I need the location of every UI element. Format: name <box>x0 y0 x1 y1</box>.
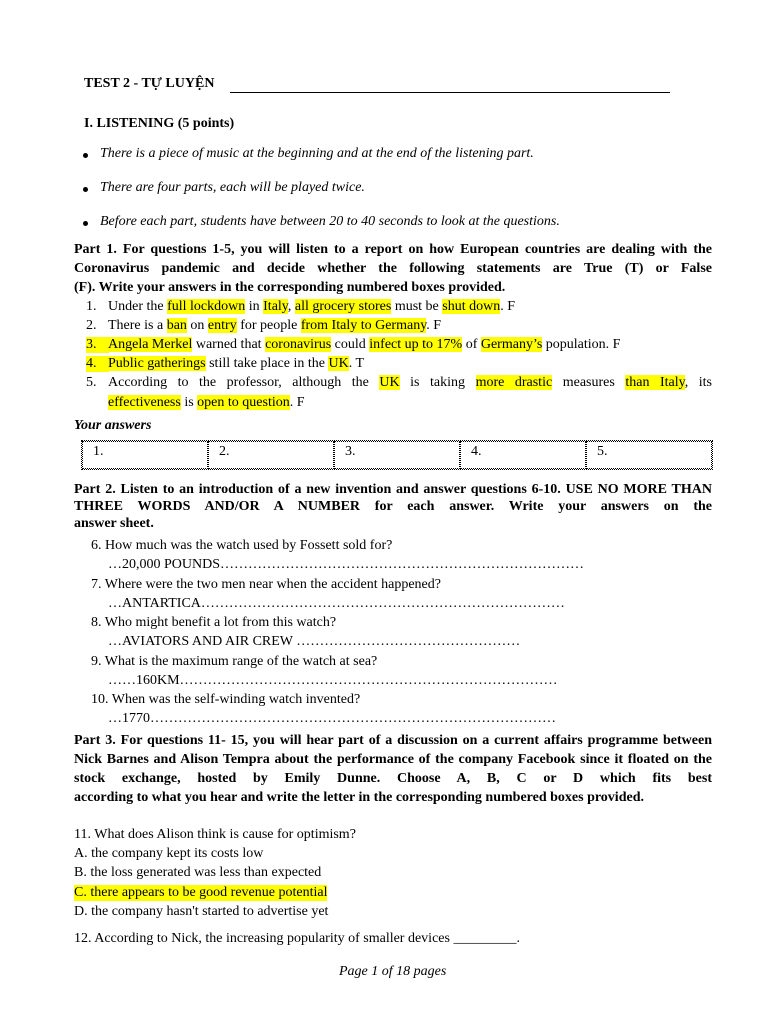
page-title: TEST 2 - TỰ LUYỆN <box>84 76 215 91</box>
q11-option-d: D. the company hasn't started to advertise yet <box>74 904 329 919</box>
q11-question: 11. What does Alison think is cause for optimism? <box>74 827 356 842</box>
bullet-dot <box>83 187 88 192</box>
bullet-text: Before each part, students have between 20 to 40 seconds to look at the questions. <box>100 214 560 229</box>
q11-option-b: B. the loss generated was less than expected <box>74 865 322 880</box>
title-underline <box>230 92 670 93</box>
q10-answer: …1770…………………………………………………………………………… <box>108 711 556 726</box>
q7-question: 7. Where were the two men near when the accident happened? <box>91 577 441 592</box>
section-heading: I. LISTENING (5 points) <box>84 116 235 131</box>
q5-number: 5. <box>86 375 97 390</box>
q1-number: 1. <box>86 299 97 314</box>
q4-text: Public gatherings still take place in the UK. T <box>108 356 365 371</box>
q2-text: There is a ban on entry for people from Italy to Germany. F <box>108 318 442 333</box>
q8-question: 8. Who might benefit a lot from this watch? <box>91 615 337 630</box>
answer-box[interactable]: 1. <box>82 441 208 469</box>
answer-box[interactable]: 5. <box>586 441 712 469</box>
q3-number: 3. <box>86 337 109 353</box>
part3-instructions: Part 3. For questions 11- 15, you will hear part of a discussion on a current affairs programme between Nick Barnes and Alison Tempra about the performance of the company Facebook since it floated on the stock exchange, hosted by Emily Dunne. Choose A, B, C or D which fits best according to what you hear and write the letter in the corresponding numbered boxes provided. <box>74 733 712 805</box>
q11-option-a: A. the company kept its costs low <box>74 846 264 861</box>
your-answers-label: Your answers <box>74 418 152 433</box>
q5-text-line2: effectiveness is open to question. F <box>108 395 305 410</box>
q9-answer: ……160KM……………………………………………………………………… <box>108 673 558 688</box>
q4-number: 4. <box>86 356 109 372</box>
bullet-dot <box>83 221 88 226</box>
q11-option-c: C. there appears to be good revenue potential <box>74 885 328 900</box>
q1-text: Under the full lockdown in Italy, all grocery stores must be shut down. F <box>108 299 516 314</box>
q9-question: 9. What is the maximum range of the watch at sea? <box>91 654 378 669</box>
bullet-dot <box>83 153 88 158</box>
q6-answer: …20,000 POUNDS…………………………………………………………………… <box>108 557 585 572</box>
part1-instructions: Part 1. For questions 1-5, you will listen to a report on how European countries are dealing with the Coronavirus pandemic and decide whether the following statements are True (T) or False (F). Write your answers in the corresponding numbered boxes provided. <box>74 242 712 295</box>
part2-instructions: Part 2. Listen to an introduction of a new invention and answer questions 6-10. USE NO MORE THAN THREE WORDS AND/OR A NUMBER for each answer. Write your answers on the answer sheet. <box>74 482 712 531</box>
q7-answer: …ANTARTICA…………………………………………………………………… <box>108 596 565 611</box>
bullet-text: There is a piece of music at the beginning and at the end of the listening part. <box>100 146 534 161</box>
bullet-text: There are four parts, each will be played twice. <box>100 180 365 195</box>
answer-box[interactable]: 3. <box>334 441 460 469</box>
q10-question: 10. When was the self-winding watch invented? <box>91 692 361 707</box>
q5-text-line1: According to the professor, although the UK is taking more drastic measures than Italy, its <box>108 375 712 390</box>
q6-question: 6. How much was the watch used by Fossett sold for? <box>91 538 393 553</box>
answer-boxes <box>81 440 713 470</box>
q3-text: Angela Merkel warned that coronavirus could infect up to 17% of Germany’s population. F <box>108 337 621 352</box>
answer-box[interactable]: 4. <box>460 441 586 469</box>
answer-box[interactable]: 2. <box>208 441 334 469</box>
q2-number: 2. <box>86 318 97 333</box>
q12-question: 12. According to Nick, the increasing popularity of smaller devices _________. <box>74 931 520 946</box>
page-footer: Page 1 of 18 pages <box>339 964 447 979</box>
q8-answer: …AVIATORS AND AIR CREW ………………………………………… <box>108 634 521 649</box>
